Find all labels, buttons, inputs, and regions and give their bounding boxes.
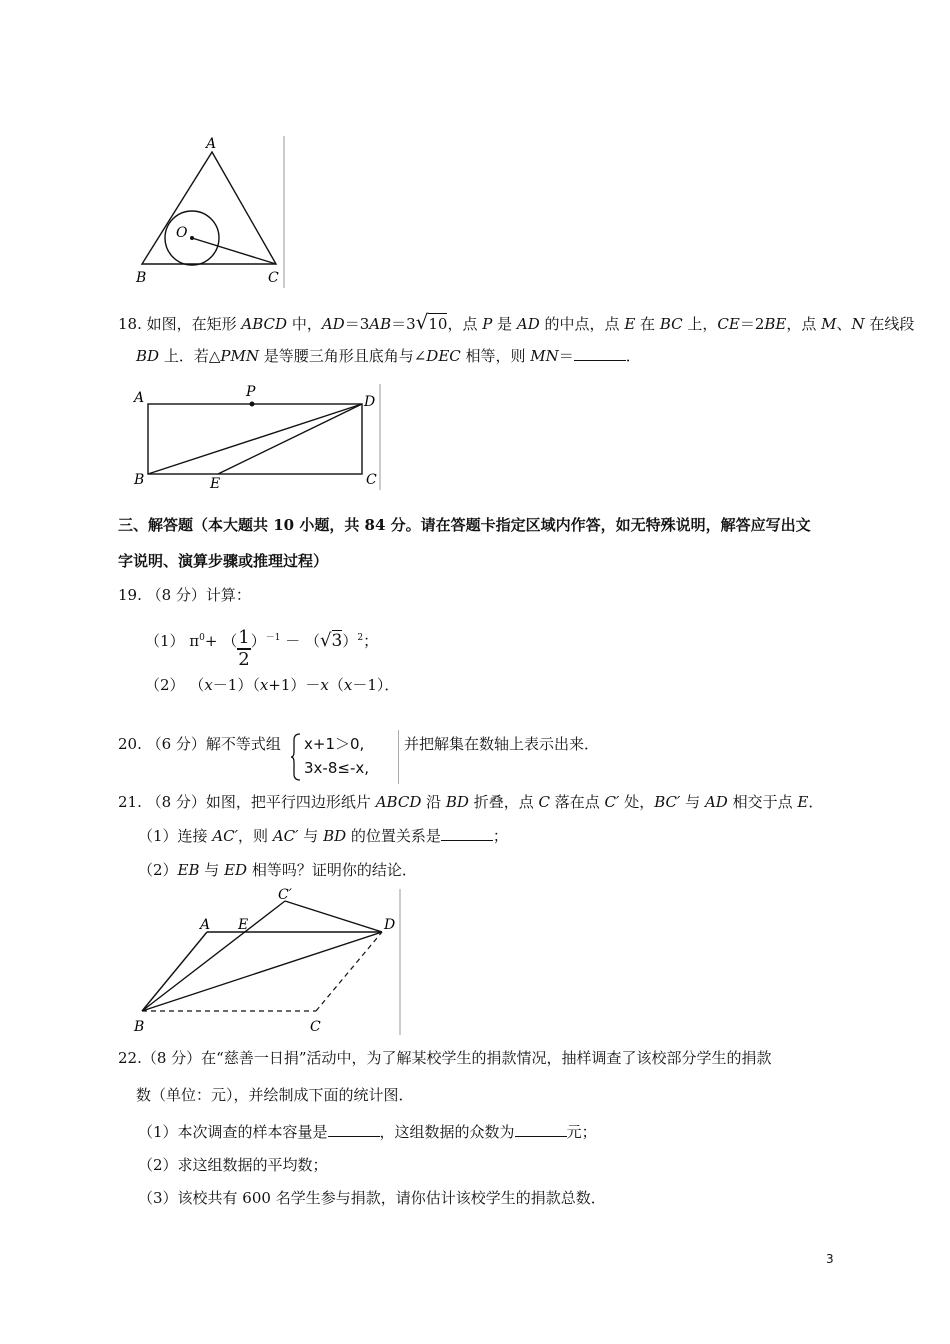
q22-line2: 数（单位：元），并绘制成下面的统计图． <box>136 1086 414 1104</box>
answer-blank[interactable] <box>441 826 493 841</box>
label-O: O <box>176 225 188 241</box>
label-C: C <box>268 270 279 286</box>
rectangle-figure <box>128 380 388 494</box>
label-A: A <box>206 136 217 152</box>
section-heading: 三、解答题（本大题共 10 小题，共 84 分。请在答题卡指定区域内作答，如无特殊说明，解答应写出文 <box>118 516 811 534</box>
parallelogram-fold-figure <box>128 885 408 1037</box>
label-B: B <box>134 1019 145 1035</box>
q20-prefix: 20. （6 分）解不等式组 <box>118 735 281 753</box>
q21-part2: （2）EB 与 ED 相等吗？证明你的结论． <box>138 861 417 879</box>
q18-line2: BD 上．若△PMN 是等腰三角形且底角与∠DEC 相等，则 MN＝ ． <box>136 347 641 365</box>
label-D: D <box>384 917 396 933</box>
label-E: E <box>238 917 249 933</box>
sqrt-radicand: 10 <box>428 315 448 333</box>
q22-part1: （1）本次调查的样本容量是 ，这组数据的众数为 元； <box>138 1123 597 1141</box>
inequality-2: 3x-8≤-x, <box>304 759 370 777</box>
triangle-circle-figure <box>130 132 290 292</box>
label-B: B <box>134 472 145 488</box>
section-heading-cont: 字说明、演算步骤或推理过程） <box>118 552 329 570</box>
q21-line1: 21. （8 分）如图，把平行四边形纸片 ABCD 沿 BD 折叠，点 C 落在点 C′ 处，BC′ 与 AD 相交于点 E． <box>118 793 824 811</box>
label-A: A <box>134 390 145 406</box>
label-P: P <box>246 384 256 400</box>
q22-part3: （3）该校共有 600 名学生参与捐款，请你估计该校学生的捐款总数． <box>138 1189 606 1207</box>
q22-line1: 22.（8 分）在“慈善一日捐”活动中，为了解某校学生的捐款情况，抽样调查了该校部分学生的捐款 <box>118 1049 772 1067</box>
sqrt-symbol: √ <box>415 310 429 334</box>
q18-line1: 18. 如图，在矩形 ABCD 中，AD＝3AB＝3√10，点 P 是 AD 的中点，点 E 在 BC 上，CE＝2BE，点 M、N 在线段 <box>118 310 915 334</box>
sqrt-symbol: √ <box>320 630 332 651</box>
q22-part2: （2）求这组数据的平均数； <box>138 1156 328 1174</box>
label-D: D <box>364 394 376 410</box>
label-E: E <box>210 476 221 492</box>
brace-icon <box>290 732 302 782</box>
label-C: C <box>310 1019 321 1035</box>
answer-blank[interactable] <box>574 346 626 361</box>
label-A: A <box>200 917 211 933</box>
inequality-system <box>290 730 402 784</box>
label-C-prime: C′ <box>278 887 292 903</box>
answer-blank[interactable] <box>515 1122 567 1137</box>
q21-part1: （1）连接 AC′，则 AC′ 与 BD 的位置关系是 ； <box>138 827 508 845</box>
q19-part2: （2） （x－1）（x+1）－x（x－1）． <box>145 676 400 694</box>
q20-suffix: 并把解集在数轴上表示出来． <box>404 735 600 753</box>
divider <box>398 730 399 784</box>
inequality-1: x+1＞0, <box>304 735 365 753</box>
answer-blank[interactable] <box>328 1122 380 1137</box>
label-C: C <box>366 472 377 488</box>
fraction: $\frac{1}{2}$ <box>238 627 250 670</box>
q19-title: 19. （8 分）计算： <box>118 586 251 604</box>
label-B: B <box>136 270 147 286</box>
page-number: 3 <box>826 1252 834 1266</box>
q19-part1: （1） $\pi^0+$ （ $\frac{1}{2}$ ）$^{-1} - (√3)^2$； <box>145 627 379 670</box>
